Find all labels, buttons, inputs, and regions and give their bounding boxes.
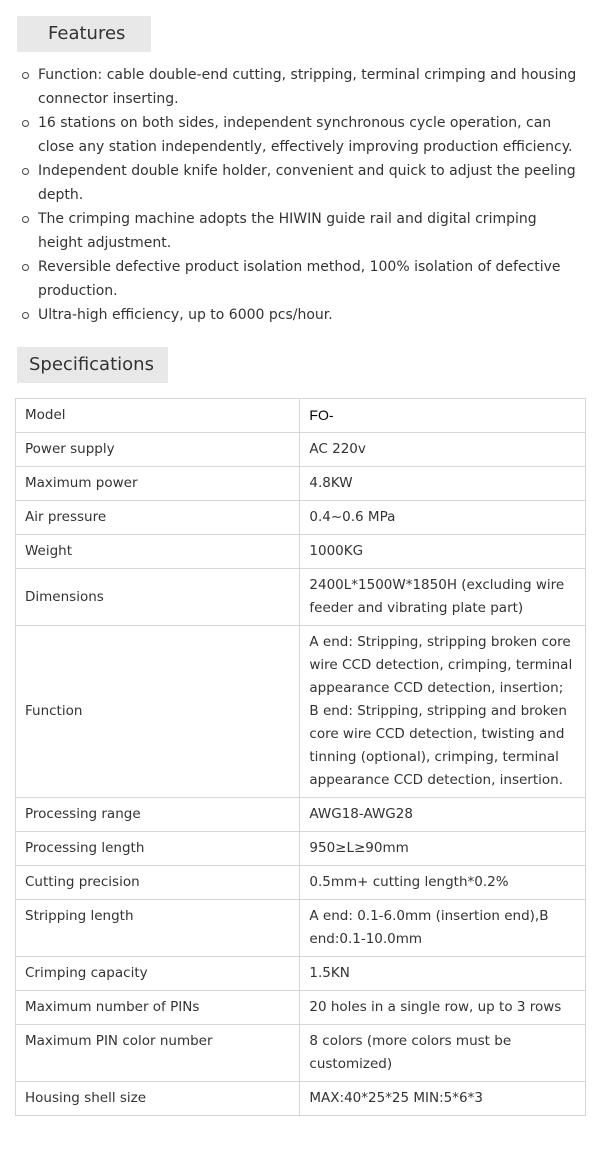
spec-key: Weight [16, 535, 300, 569]
table-row [16, 569, 586, 626]
feature-text: Function: cable double-end cutting, stripping, terminal crimping and housing connector inserting. [38, 67, 577, 107]
feature-item [20, 63, 580, 111]
feature-text: Reversible defective product isolation method, 100% isolation of defective production. [38, 259, 561, 299]
spec-value: AWG18-AWG28 [300, 798, 586, 832]
table-row [16, 832, 586, 866]
spec-value: 950≥L≥90mm [300, 832, 586, 866]
spec-key: Maximum power [16, 467, 300, 501]
table-row [16, 626, 586, 798]
bullet-icon [22, 312, 29, 319]
feature-text: Ultra-high efficiency, up to 6000 pcs/hour. [38, 307, 333, 323]
table-row [16, 501, 586, 535]
table-row [16, 866, 586, 900]
spec-key: Stripping length [16, 900, 300, 957]
table-row [16, 399, 586, 433]
table-row [16, 991, 586, 1025]
spec-value: 1000KG [300, 535, 586, 569]
spec-value: FO- [300, 399, 586, 433]
bullet-icon [22, 120, 29, 127]
spec-key: Crimping capacity [16, 957, 300, 991]
spec-value: 8 colors (more colors must be customized) [300, 1025, 586, 1082]
feature-item [20, 111, 580, 159]
table-row [16, 900, 586, 957]
spec-value: 2400L*1500W*1850H (excluding wire feeder and vibrating plate part) [300, 569, 586, 626]
table-row [16, 467, 586, 501]
features-heading: Features [17, 16, 151, 52]
spec-key: Processing length [16, 832, 300, 866]
spec-key: Processing range [16, 798, 300, 832]
table-row [16, 957, 586, 991]
feature-item [20, 303, 580, 327]
spec-key: Dimensions [16, 569, 300, 626]
function-b-end: B end: Stripping, stripping and broken core wire CCD detection, twisting and tinning (optional), crimping, terminal appearance CCD detection, insertion. [309, 703, 567, 788]
feature-text: The crimping machine adopts the HIWIN guide rail and digital crimping height adjustment. [38, 211, 537, 251]
spec-key: Maximum number of PINs [16, 991, 300, 1025]
table-row [16, 1025, 586, 1082]
table-row [16, 433, 586, 467]
feature-item [20, 159, 580, 207]
feature-text: 16 stations on both sides, independent synchronous cycle operation, can close any station independently, effectively improving production efficiency. [38, 115, 573, 155]
bullet-icon [22, 72, 29, 79]
spec-key: Model [16, 399, 300, 433]
spec-key: Housing shell size [16, 1082, 300, 1116]
bullet-icon [22, 216, 29, 223]
specifications-table [15, 398, 586, 1116]
features-list [20, 63, 580, 327]
spec-key: Cutting precision [16, 866, 300, 900]
table-row [16, 535, 586, 569]
spec-value: 1.5KN [300, 957, 586, 991]
bullet-icon [22, 168, 29, 175]
spec-value: MAX:40*25*25 MIN:5*6*3 [300, 1082, 586, 1116]
spec-value: A end: 0.1-6.0mm (insertion end),B end:0.1-10.0mm [300, 900, 586, 957]
feature-text: Independent double knife holder, convenient and quick to adjust the peeling depth. [38, 163, 576, 203]
spec-value: 0.4~0.6 MPa [300, 501, 586, 535]
spec-value: 20 holes in a single row, up to 3 rows [300, 991, 586, 1025]
function-a-end: A end: Stripping, stripping broken core wire CCD detection, crimping, terminal appearance CCD detection, insertion; [309, 634, 573, 696]
specifications-heading: Specifications [17, 347, 168, 383]
spec-key: Air pressure [16, 501, 300, 535]
spec-key: Function [16, 626, 300, 798]
spec-value: 4.8KW [300, 467, 586, 501]
feature-item [20, 207, 580, 255]
spec-value: AC 220v [300, 433, 586, 467]
spec-key: Power supply [16, 433, 300, 467]
feature-item [20, 255, 580, 303]
table-row [16, 798, 586, 832]
spec-value [300, 626, 586, 798]
spec-key: Maximum PIN color number [16, 1025, 300, 1082]
table-row [16, 1082, 586, 1116]
bullet-icon [22, 264, 29, 271]
spec-value: 0.5mm+ cutting length*0.2% [300, 866, 586, 900]
